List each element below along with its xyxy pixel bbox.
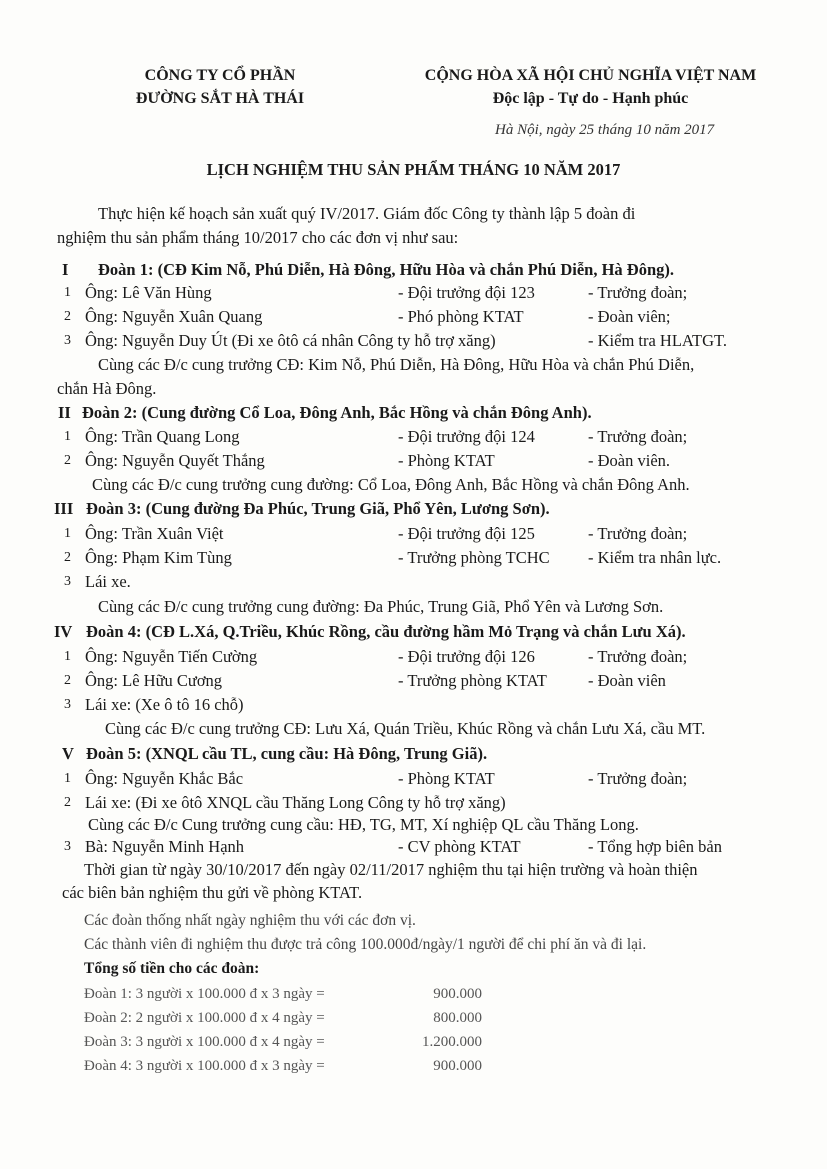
member-role: - Kiểm tra nhân lực. — [588, 548, 722, 567]
total-row-label: Đoàn 2: 2 người x 100.000 đ x 4 ngày = — [84, 1010, 325, 1026]
total-row-label: Đoàn 3: 3 người x 100.000 đ x 4 ngày = — [84, 1034, 325, 1050]
nation-name: CỘNG HÒA XÃ HỘI CHỦ NGHĨA VIỆT NAM — [424, 67, 757, 84]
member-role: - Trưởng đoàn; — [588, 524, 688, 543]
group-5-number: V — [62, 744, 74, 763]
total-row-label: Đoàn 4: 3 người x 100.000 đ x 3 ngày = — [84, 1058, 325, 1074]
member-number: 3 — [64, 839, 71, 854]
member-number: 3 — [64, 333, 71, 348]
member-role: - Đoàn viên. — [588, 451, 671, 470]
group-1-number: I — [62, 260, 69, 279]
member-role: - Đoàn viên; — [588, 307, 671, 326]
member-number: 2 — [64, 795, 71, 810]
document-date: Hà Nội, ngày 25 tháng 10 năm 2017 — [495, 122, 715, 138]
member-position: - Đội trưởng đội 124 — [398, 427, 535, 446]
member-position: - Đội trưởng đội 125 — [398, 524, 535, 543]
national-motto-block — [398, 64, 783, 110]
member-number: 3 — [64, 697, 71, 712]
member-name: Ông: Phạm Kim Tùng — [85, 548, 232, 567]
member-role: - Trưởng đoàn; — [588, 283, 688, 302]
intro-line-2: nghiệm thu sản phẩm tháng 10/2017 cho các đơn vị như sau: — [57, 228, 459, 247]
member-number: 3 — [64, 574, 71, 589]
member-position: - CV phòng KTAT — [398, 837, 521, 856]
member-name: Ông: Nguyễn Xuân Quang — [85, 307, 263, 326]
total-row-amount: 800.000 — [433, 1010, 482, 1026]
closing-line-3: Các đoàn thống nhất ngày nghiệm thu với các đơn vị. — [84, 912, 416, 929]
group-3-note: Cùng các Đ/c cung trưởng cung đường: Đa Phúc, Trung Giã, Phổ Yên và Lương Sơn. — [98, 597, 664, 616]
total-row-label: Đoàn 1: 3 người x 100.000 đ x 3 ngày = — [84, 986, 325, 1002]
member-number: 2 — [64, 309, 71, 324]
total-row-amount: 1.200.000 — [422, 1034, 482, 1050]
member-name: Ông: Nguyễn Khắc Bắc — [85, 769, 244, 788]
member-name: Ông: Lê Văn Hùng — [85, 283, 212, 302]
member-role: - Trưởng đoàn; — [588, 769, 688, 788]
member-role: - Trưởng đoàn; — [588, 647, 688, 666]
member-position: - Phòng KTAT — [398, 769, 495, 788]
group-1-heading: Đoàn 1: (CĐ Kim Nỗ, Phú Diễn, Hà Đông, Hữu Hòa và chắn Phú Diễn, Hà Đông). — [98, 260, 675, 279]
closing-line-2: các biên bản nghiệm thu gửi về phòng KTAT. — [62, 883, 363, 902]
group-3-heading: Đoàn 3: (Cung đường Đa Phúc, Trung Giã, Phổ Yên, Lương Sơn). — [86, 499, 550, 518]
member-name: Ông: Nguyễn Quyết Thắng — [85, 451, 265, 470]
group-1-note-line1: Cùng các Đ/c cung trưởng CĐ: Kim Nỗ, Phú Diễn, Hà Đông, Hữu Hòa và chắn Phú Diễn, — [98, 355, 695, 374]
member-position: - Đội trưởng đội 126 — [398, 647, 535, 666]
member-name: Ông: Lê Hữu Cương — [85, 671, 223, 690]
group-1-note-line2: chắn Hà Đông. — [57, 379, 157, 398]
group-4-heading: Đoàn 4: (CĐ L.Xá, Q.Triều, Khúc Rồng, cầu đường hầm Mỏ Trạng và chắn Lưu Xá). — [86, 622, 686, 641]
group-5-heading: Đoàn 5: (XNQL cầu TL, cung cầu: Hà Đông, Trung Giã). — [86, 744, 488, 763]
total-row-amount: 900.000 — [433, 986, 482, 1002]
company-name-line1: CÔNG TY CỔ PHẦN — [144, 67, 296, 84]
member-role: - Tổng hợp biên bản — [588, 837, 722, 856]
total-row-amount: 900.000 — [433, 1058, 482, 1074]
nation-motto: Độc lập - Tự do - Hạnh phúc — [492, 90, 689, 107]
member-position: - Trưởng phòng TCHC — [398, 548, 550, 567]
group-4-number: IV — [54, 622, 73, 641]
member-name: Bà: Nguyễn Minh Hạnh — [85, 837, 245, 856]
company-name-line2: ĐƯỜNG SẮT HÀ THÁI — [135, 90, 305, 107]
group-2-number: II — [58, 403, 71, 422]
member-name: Lái xe. — [85, 572, 131, 591]
group-2-note: Cùng các Đ/c cung trưởng cung đường: Cổ Loa, Đông Anh, Bắc Hồng và chắn Đông Anh. — [92, 475, 690, 494]
closing-line-1: Thời gian từ ngày 30/10/2017 đến ngày 02/11/2017 nghiệm thu tại hiện trường và hoàn thiện — [84, 860, 698, 879]
member-position: - Phòng KTAT — [398, 451, 495, 470]
member-number: 1 — [64, 649, 71, 664]
member-number: 1 — [64, 771, 71, 786]
member-number: 2 — [64, 673, 71, 688]
member-number: 2 — [64, 453, 71, 468]
intro-line-1: Thực hiện kế hoạch sản xuất quý IV/2017. Giám đốc Công ty thành lập 5 đoàn đi — [98, 204, 636, 223]
member-name: Ông: Trần Xuân Việt — [85, 524, 224, 543]
document-title: LỊCH NGHIỆM THU SẢN PHẨM THÁNG 10 NĂM 2017 — [206, 160, 621, 179]
member-role: - Đoàn viên — [588, 671, 666, 690]
member-name: Ông: Nguyễn Tiến Cường — [85, 647, 258, 666]
group-2-heading: Đoàn 2: (Cung đường Cổ Loa, Đông Anh, Bắc Hồng và chắn Đông Anh). — [82, 403, 592, 422]
member-name: Lái xe: (Đi xe ôtô XNQL cầu Thăng Long Công ty hỗ trợ xăng) — [85, 793, 506, 812]
member-role: - Kiểm tra HLATGT. — [588, 331, 727, 350]
member-number: 2 — [64, 550, 71, 565]
member-name: Lái xe: (Xe ô tô 16 chỗ) — [85, 695, 244, 714]
totals-heading: Tổng số tiền cho các đoàn: — [84, 960, 260, 977]
member-name: Ông: Trần Quang Long — [85, 427, 240, 446]
member-number: 1 — [64, 526, 71, 541]
member-role: - Trưởng đoàn; — [588, 427, 688, 446]
group-5-note: Cùng các Đ/c Cung trưởng cung cầu: HĐ, TG, MT, Xí nghiệp QL cầu Thăng Long. — [88, 815, 639, 834]
member-position: - Trưởng phòng KTAT — [398, 671, 547, 690]
company-block — [105, 64, 335, 110]
member-position: - Phó phòng KTAT — [398, 307, 524, 326]
member-number: 1 — [64, 429, 71, 444]
member-name: Ông: Nguyễn Duy Út (Đi xe ôtô cá nhân Công ty hỗ trợ xăng) — [85, 331, 496, 350]
member-position: - Đội trưởng đội 123 — [398, 283, 535, 302]
group-3-number: III — [54, 499, 74, 518]
member-number: 1 — [64, 285, 71, 300]
closing-line-4: Các thành viên đi nghiệm thu được trả công 100.000đ/ngày/1 người để chi phí ăn và đi lại. — [84, 936, 647, 953]
group-4-note: Cùng các Đ/c cung trưởng CĐ: Lưu Xá, Quán Triều, Khúc Rồng và chắn Lưu Xá, cầu MT. — [105, 719, 706, 738]
